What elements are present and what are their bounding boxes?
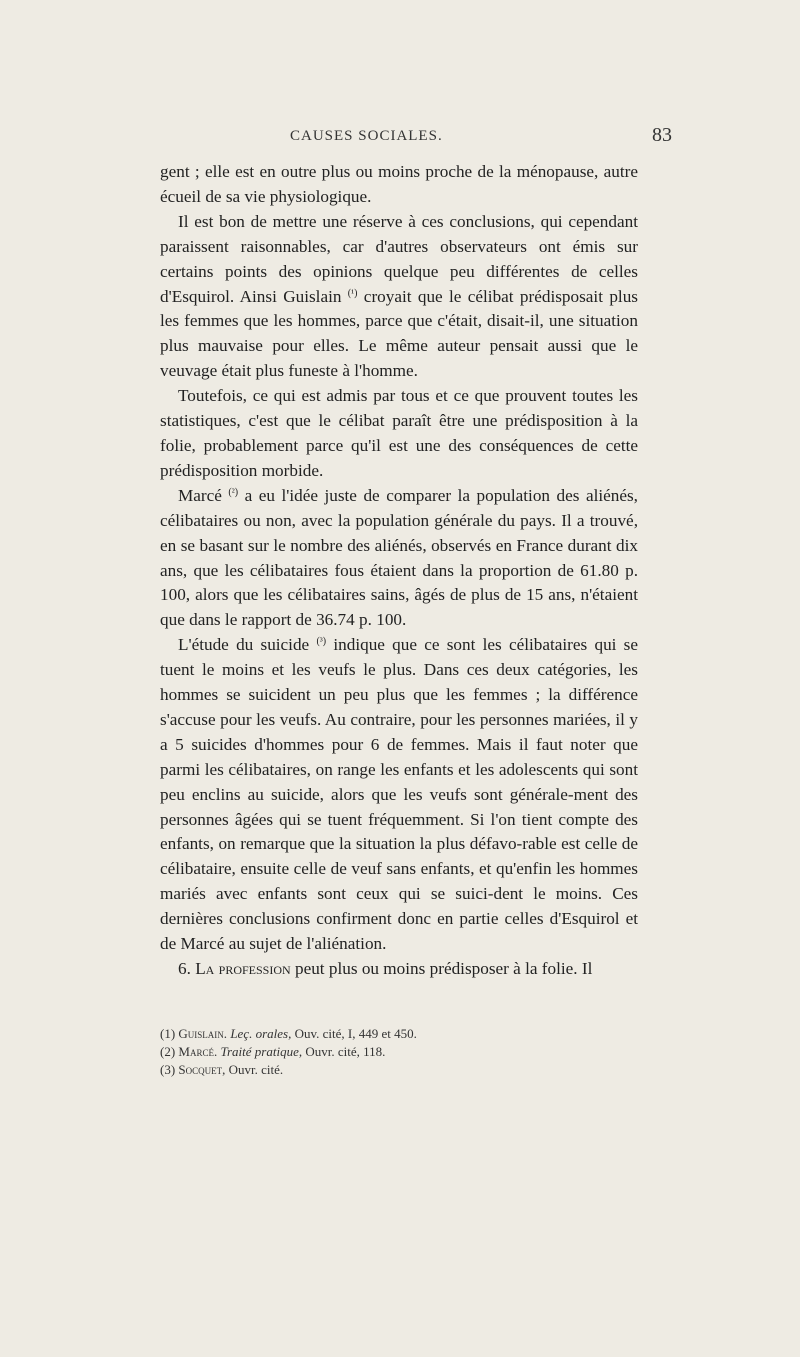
paragraph-suicide: [160, 633, 638, 957]
body-text: [160, 160, 638, 982]
footnote-author: Guislain.: [178, 1026, 228, 1041]
running-head: [0, 124, 800, 152]
paragraph-text: L'étude du suicide: [178, 635, 317, 655]
footnote-ref-2: (²): [228, 486, 239, 498]
paragraph-text: Il est bon de mettre une réserve à ces conclusions, qui cependant paraissent raisonnables, car d'autres observateurs ont émis sur certains points des opinions quelque peu différentes de celles d'Esquirol. Ainsi Guislain: [160, 211, 638, 306]
paragraph-toutefois: [160, 384, 638, 484]
paragraph-continuation: [160, 160, 638, 210]
section-number: 6.: [178, 959, 191, 978]
section-heading: La profession: [195, 959, 291, 978]
paragraph-text: a eu l'idée juste de comparer la population des aliénés, célibataires ou non, avec la population générale du pays. Il a trouvé, en se basant sur le nombre des aliénés, observés en France durant dix ans, que les célibataires fous étaient dans la proportion de 61.80 p. 100, alors que les célibataires sains, âgés de plus de 15 ans, n'étaient que dans le rapport de 36.74 p. 100.: [160, 485, 638, 630]
footnote-2: [160, 1043, 638, 1061]
footnote-title: Leç. orales,: [230, 1026, 292, 1041]
footnote-ref-1: (¹): [347, 287, 358, 299]
paragraph-guislain: [160, 210, 638, 384]
footnote-rest: Ouvr. cité.: [225, 1062, 284, 1077]
paragraph-text: peut plus ou moins prédisposer à la folie. Il: [290, 959, 593, 978]
page-number: 83: [652, 124, 672, 146]
footnote-marker: (3): [160, 1062, 176, 1077]
paragraph-text: Marcé: [178, 485, 229, 505]
footnote-3: [160, 1061, 638, 1079]
paragraph-text: croyait que le célibat prédisposait plus les femmes que les hommes, parce que c'était, disait-il, une situation plus mauvaise pour elles. Le même auteur pensait aussi que le veuvage était plus funeste à l'homme.: [160, 286, 638, 381]
footnotes: [160, 1025, 638, 1079]
footnote-title: Traité pratique,: [220, 1044, 303, 1059]
paragraph-text: indique que ce sont les célibataires qui se tuent le moins et les veufs le plus. Dans ces deux catégories, les hommes se suicident un peu plus que les femmes ; la différence s'accuse pour les veufs. Au contraire, pour les personnes mariées, il y a 5 suicides d'hommes pour 6 de femmes. Mais il faut noter que parmi les célibataires, on range les enfants et les adolescents qui sont peu enclins au suicide, alors que les veufs sont générale-ment des personnes âgées qui se tuent fréquemment. Si l'on tient compte des enfants, on remarque que la situation la plus défavo-rable est celle de célibataire, ensuite celle de veuf sans enfants, et qu'enfin les hommes mariés avec enfants sont ceux qui se suici-dent le moins. Ces dernières conclusions confirment donc en partie celles d'Esquirol et de Marcé au sujet de l'aliénation.: [160, 635, 638, 954]
paragraph-marce: [160, 484, 638, 633]
paragraph-profession: [160, 957, 638, 982]
footnote-1: [160, 1025, 638, 1043]
footnote-author: Marcé.: [178, 1044, 218, 1059]
running-title: CAUSES SOCIALES.: [290, 128, 443, 144]
paragraph-text: gent ; elle est en outre plus ou moins proche de la ménopause, autre écueil de sa vie physiologique.: [160, 162, 638, 206]
footnote-marker: (1): [160, 1026, 176, 1041]
footnote-ref-3: (³): [316, 636, 327, 648]
footnote-rest: Ouv. cité, I, 449 et 450.: [291, 1026, 417, 1041]
paragraph-text: Toutefois, ce qui est admis par tous et ce que prouvent toutes les statistiques, c'est que le célibat paraît être une prédisposition à la folie, probablement parce qu'il est une des conséquences de cette prédisposition morbide.: [160, 386, 638, 480]
footnote-marker: (2): [160, 1044, 176, 1059]
footnote-rest: Ouvr. cité, 118.: [302, 1044, 386, 1059]
footnote-author: Socquet,: [178, 1062, 226, 1077]
